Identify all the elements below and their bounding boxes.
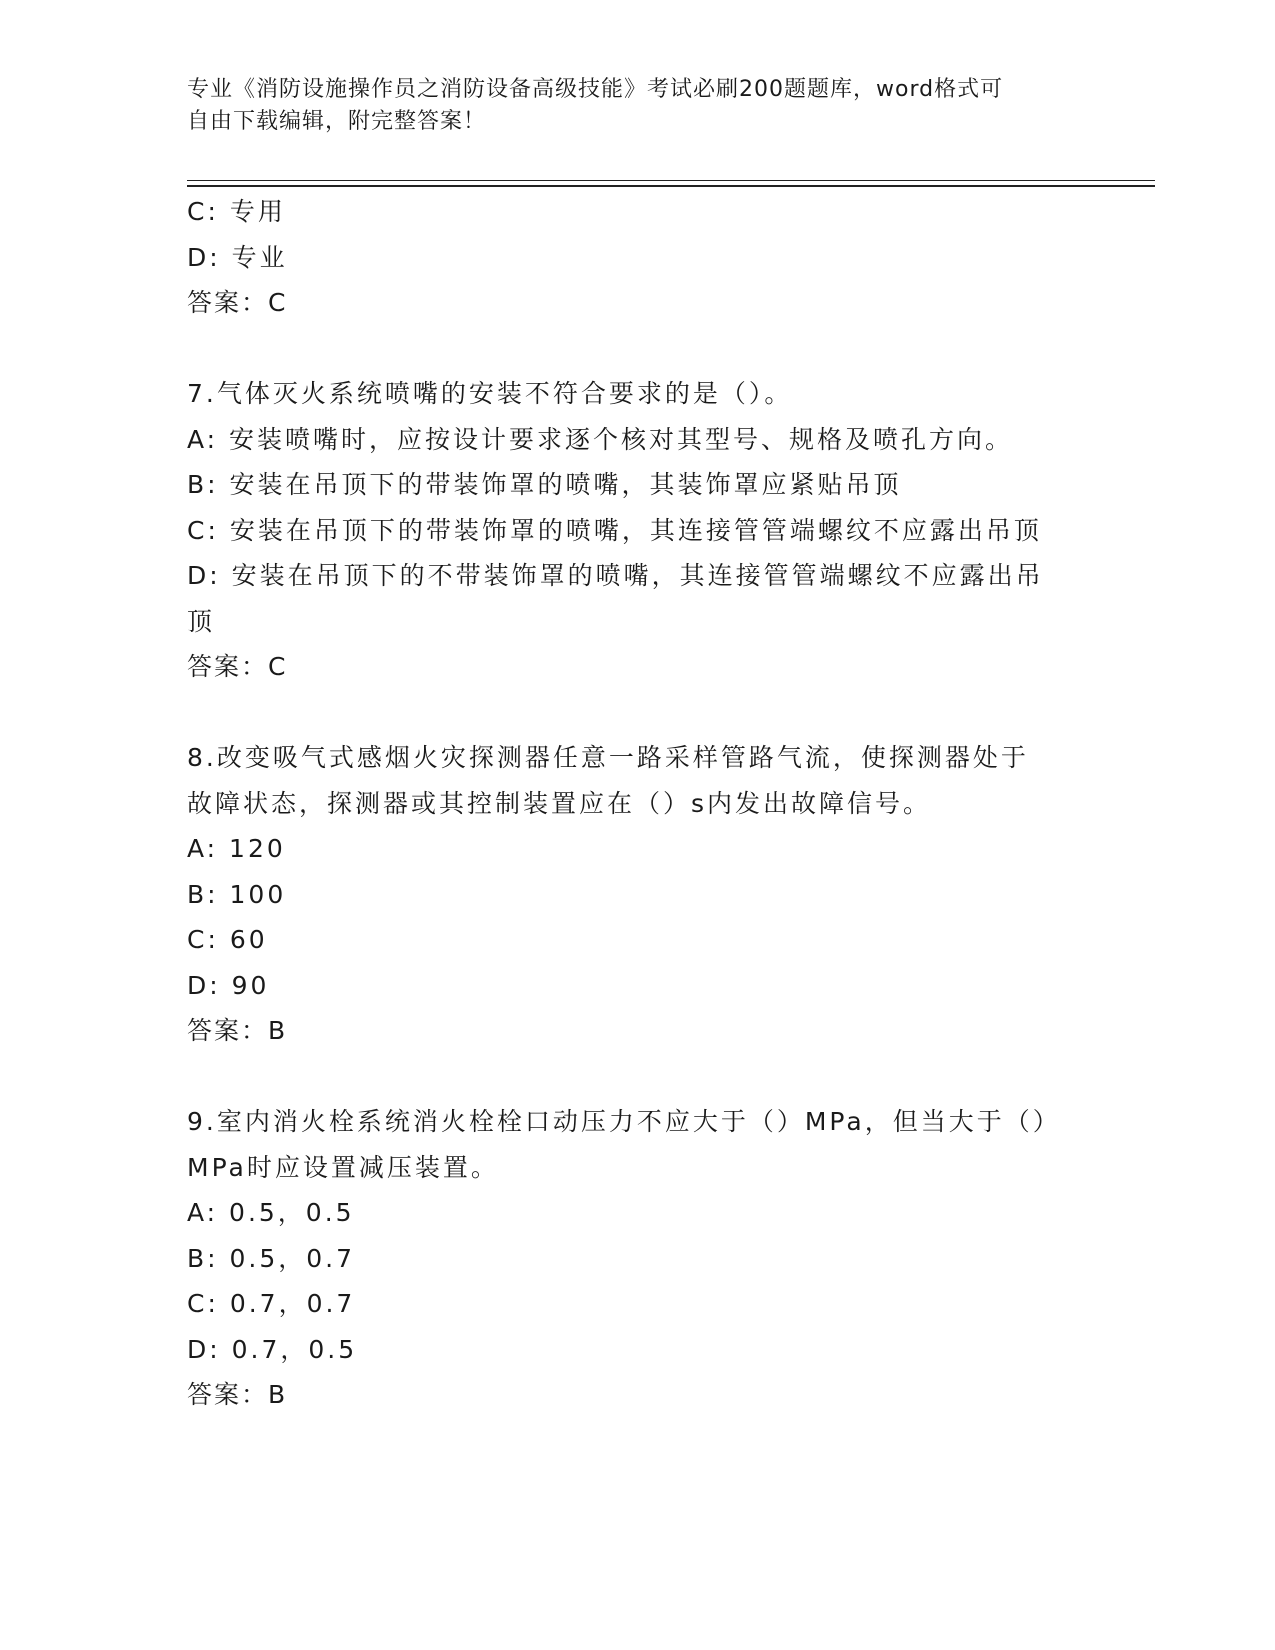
header-line-1: 专业《消防设施操作员之消防设备高级技能》考试必刷200题题库，word格式可	[187, 77, 1004, 102]
question-stem: 7.气体灭火系统喷嘴的安装不符合要求的是（）。	[187, 379, 793, 408]
previous-question-tail	[187, 189, 1087, 326]
option-c: C: 安装在吊顶下的带装饰罩的喷嘴，其连接管管端螺纹不应露出吊顶	[187, 515, 1042, 545]
option-a: A: 安装喷嘴时，应按设计要求逐个核对其型号、规格及喷孔方向。	[187, 424, 1014, 454]
question-8	[187, 735, 1087, 1054]
answer: 答案：C	[187, 288, 288, 317]
option-d: D: 专业	[187, 242, 288, 272]
option-d-continued: 顶	[187, 606, 216, 636]
answer: 答案：C	[187, 652, 288, 681]
option-c: C: 专用	[187, 197, 286, 226]
option-c: C: 0.7，0.7	[187, 1289, 356, 1318]
question-stem-continued: 故障状态，探测器或其控制装置应在（）s内发出故障信号。	[187, 788, 932, 818]
option-d: D: 90	[187, 970, 270, 1000]
option-d: D: 安装在吊顶下的不带装饰罩的喷嘴，其连接管管端螺纹不应露出吊	[187, 561, 1044, 590]
header-line-2: 自由下载编辑，附完整答案！	[187, 109, 487, 134]
question-stem: 8.改变吸气式感烟火灾探测器任意一路采样管路气流，使探测器处于	[187, 743, 1029, 772]
answer: 答案：B	[187, 1016, 288, 1045]
option-a: A: 0.5，0.5	[187, 1198, 355, 1227]
question-stem-continued: MPa时应设置减压装置。	[187, 1152, 499, 1182]
option-b: B: 安装在吊顶下的带装饰罩的喷嘴，其装饰罩应紧贴吊顶	[187, 470, 902, 499]
header-divider-top	[187, 180, 1155, 181]
question-list	[187, 189, 1087, 1418]
option-a: A: 120	[187, 834, 286, 863]
option-b: B: 0.5，0.7	[187, 1243, 356, 1273]
answer: 答案：B	[187, 1380, 288, 1409]
option-b: B: 100	[187, 879, 287, 909]
question-9	[187, 1099, 1087, 1418]
option-d: D: 0.7，0.5	[187, 1334, 358, 1364]
option-c: C: 60	[187, 925, 268, 954]
document-header	[187, 74, 1087, 138]
header-divider-bottom	[187, 185, 1155, 187]
question-7	[187, 371, 1087, 690]
question-stem: 9.室内消火栓系统消火栓栓口动压力不应大于（）MPa，但当大于（）	[187, 1107, 1061, 1136]
